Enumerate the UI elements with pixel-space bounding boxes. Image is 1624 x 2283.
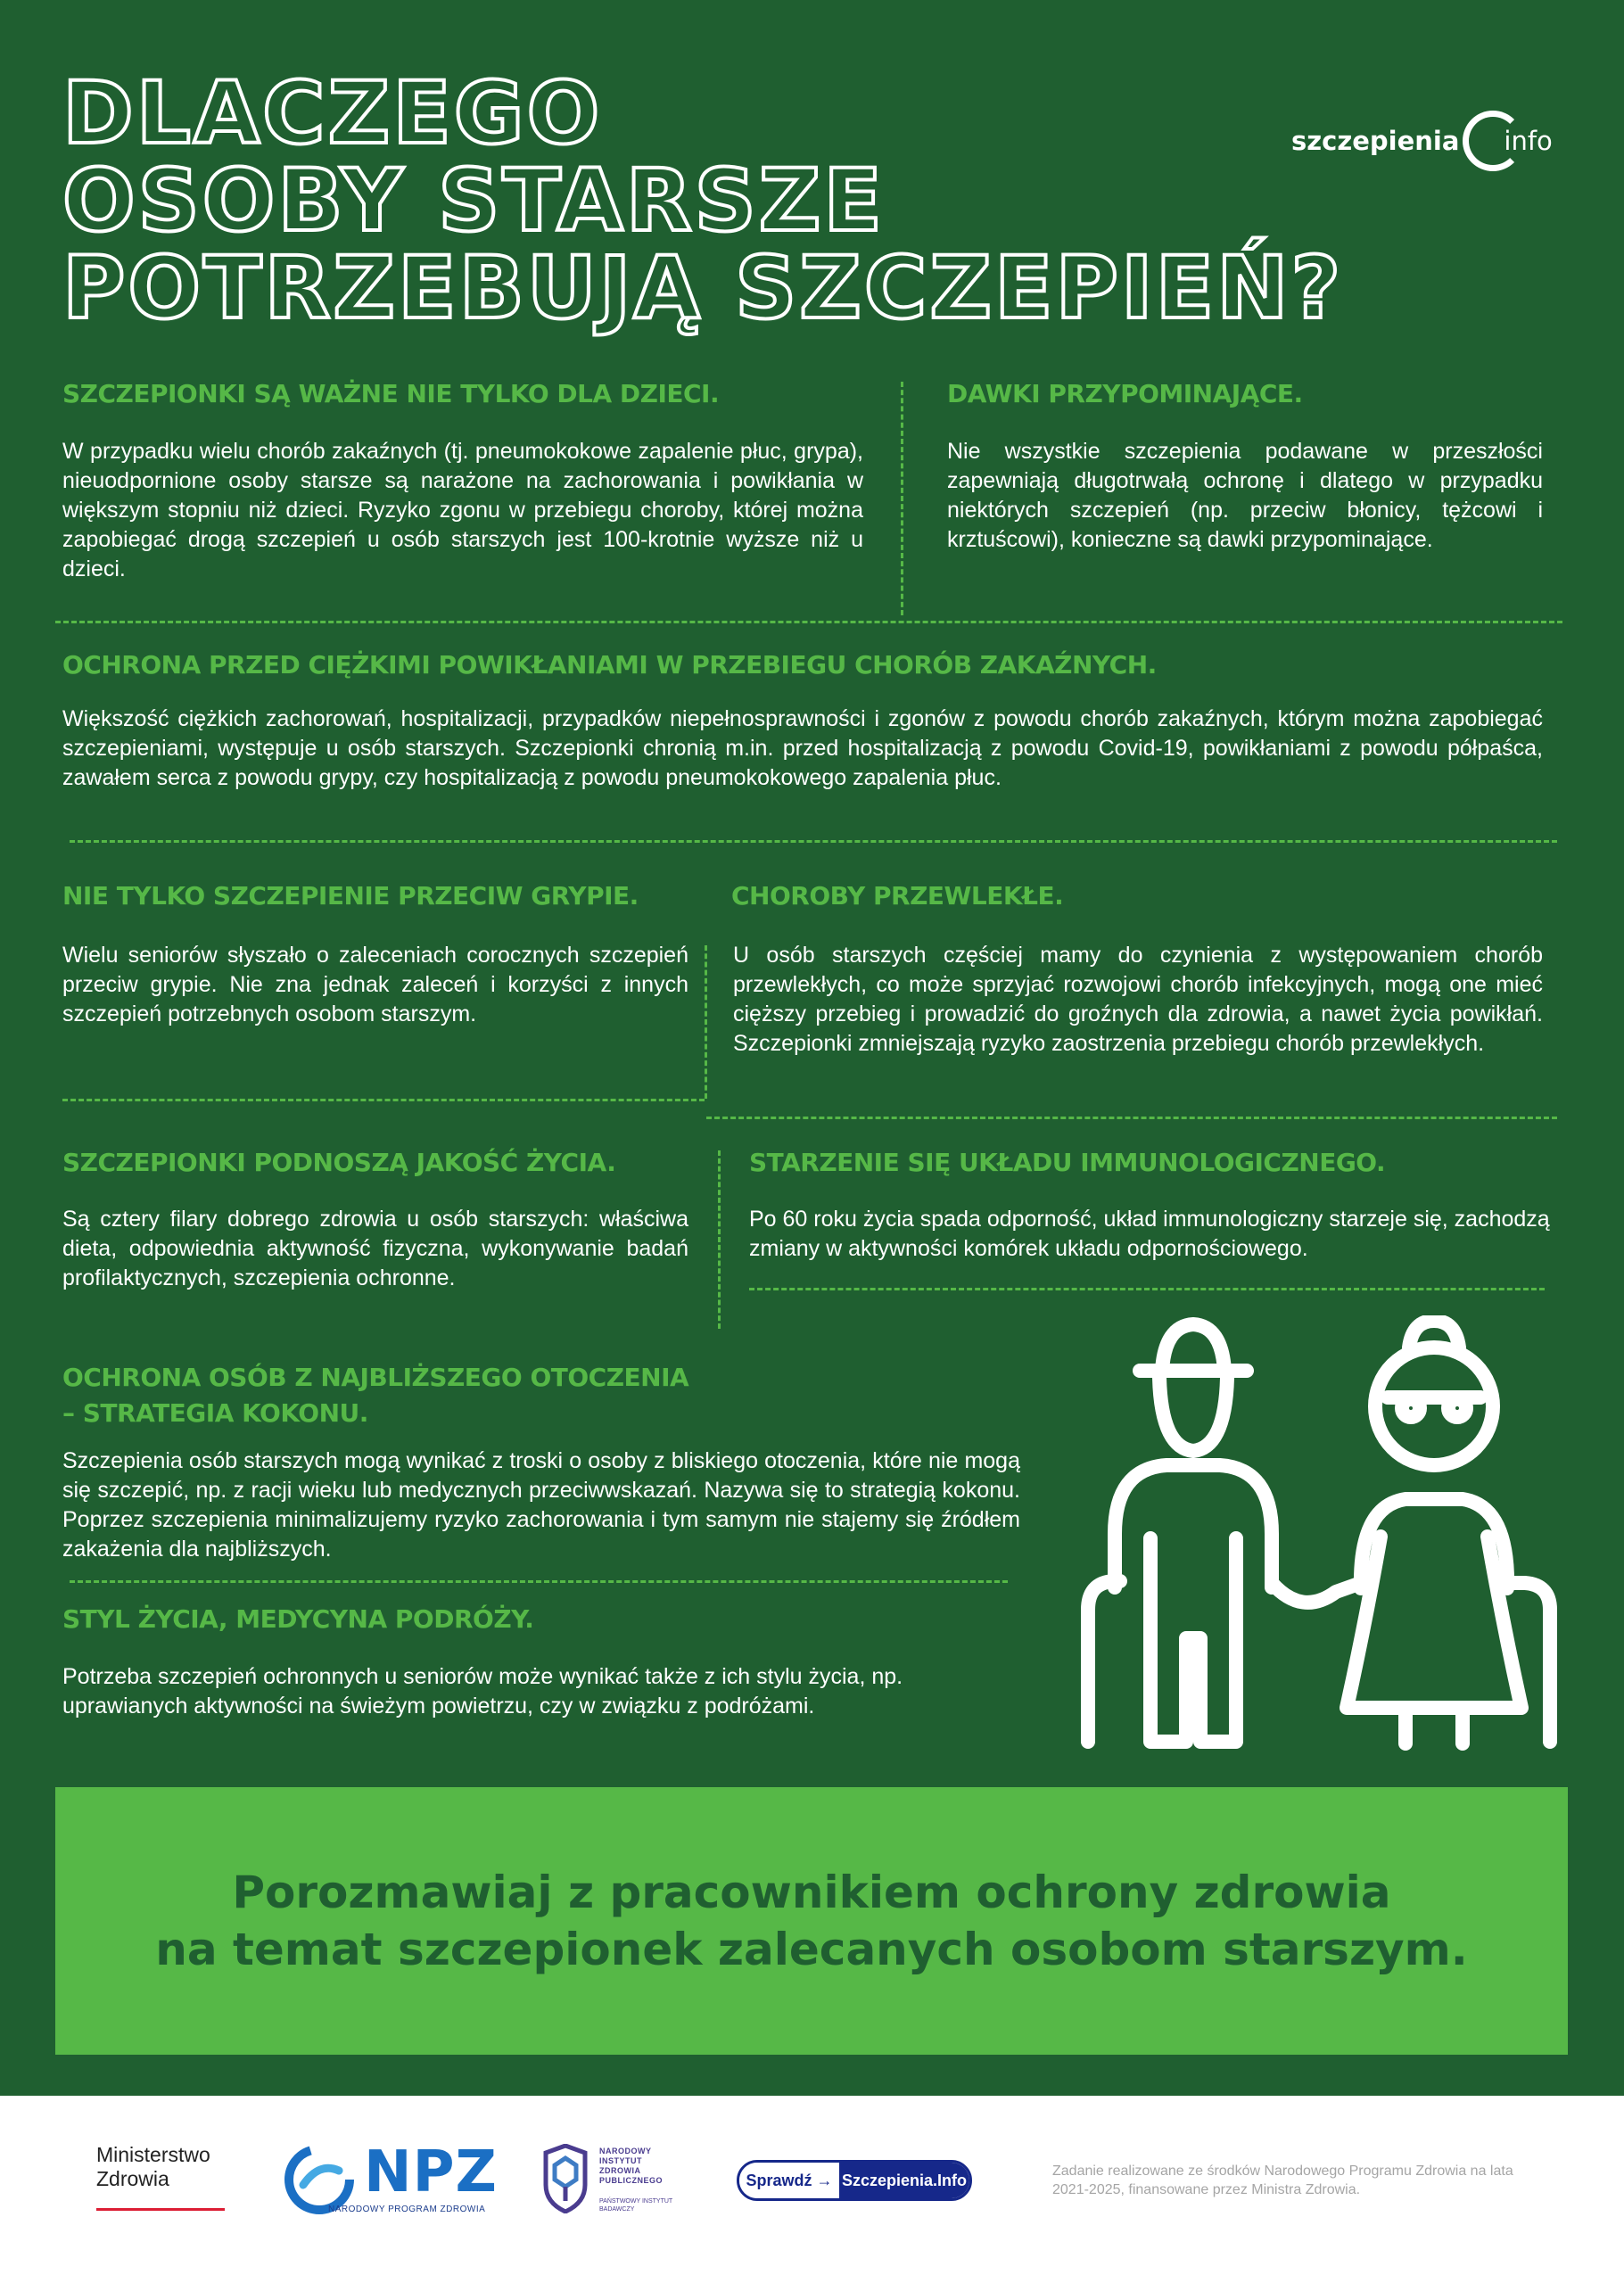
nizp-line: INSTYTUT bbox=[599, 2156, 642, 2165]
nizp-line: PUBLICZNEGO bbox=[599, 2176, 664, 2185]
sprawdz-site: Szczepienia.Info bbox=[839, 2163, 969, 2198]
section-body: Szczepienia osób starszych mogą wynikać z troski o osoby z bliskiego otoczenia, które nie mogą się szczepić, np. z racji wieku lub medycznych przeciwwskazań. Nazywa się to strategią kokonu. Poprzez szczepienia minimalizujemy ryzyko zachorowania i tym samym nie stajemy się źródłem zakażenia dla najbliższych. bbox=[62, 1448, 1020, 1562]
section-body: Po 60 roku życia spada odporność, układ immunologiczny starzeje się, zachodzą zmiany w aktywności komórek układu odpornościowego. bbox=[749, 1207, 1550, 1261]
call-to-action-text bbox=[155, 1864, 1467, 1978]
brand-name: szczepienia bbox=[1291, 126, 1460, 156]
npz-subtitle: NARODOWY PROGRAM ZDROWIA bbox=[328, 2205, 486, 2214]
divider-horizontal bbox=[749, 1288, 1545, 1290]
elderly-couple-icon bbox=[1068, 1315, 1568, 1766]
cta-line: Porozmawiaj z pracownikiem ochrony zdrowia bbox=[232, 1867, 1391, 1918]
section-heading bbox=[62, 1360, 865, 1431]
section-heading: SZCZEPIONKI PODNOSZĄ JAKOŚĆ ŻYCIA. bbox=[62, 1148, 616, 1177]
section-heading-line: – STRATEGIA KOKONU. bbox=[62, 1398, 368, 1428]
section-heading: NIE TYLKO SZCZEPIENIE PRZECIW GRYPIE. bbox=[62, 881, 639, 911]
page-title bbox=[62, 63, 1344, 338]
flag-bar bbox=[96, 2205, 225, 2211]
title-line: OSOBY STARSZE bbox=[62, 151, 885, 251]
nizp-sub-line: BADAWCZY bbox=[599, 2206, 635, 2213]
section-heading: OCHRONA PRZED CIĘŻKIMI POWIKŁANIAMI W PRZEBIEGU CHORÓB ZAKAŹNYCH. bbox=[62, 650, 1157, 680]
section-body: Większość ciężkich zachorowań, hospitalizacji, przypadków niepełnosprawności i zgonów z powodu chorób zakaźnych, którym można zapobiegać szczepieniami, występuje u osób starszych. Szczepionki chronią m.in. przed hospitalizacją z powodu Covid-19, powikłaniami z powodu półpaśca, zawałem serca z powodu grypy, czy hospitalizacją z powodu pneumokokowego zapalenia płuc. bbox=[62, 706, 1543, 790]
cta-line: na temat szczepionek zalecanych osobom starszym. bbox=[155, 1924, 1468, 1975]
divider-vertical bbox=[718, 1150, 721, 1329]
ministry-logo bbox=[96, 2143, 210, 2191]
section-heading: CHOROBY PRZEWLEKŁE. bbox=[731, 881, 1064, 911]
nizp-subtitle bbox=[599, 2197, 672, 2213]
section-heading: STYL ŻYCIA, MEDYCYNA PODRÓŻY. bbox=[62, 1604, 534, 1634]
sprawdz-link-button[interactable] bbox=[737, 2160, 972, 2201]
nizp-line: NARODOWY bbox=[599, 2147, 652, 2155]
section-body: Wielu seniorów słyszało o zaleceniach corocznych szczepień przeciw grypie. Nie zna jednak zaleceń i korzyści z innych szczepień potrzebnych osobom starszym. bbox=[62, 943, 688, 1026]
section-heading-line: OCHRONA OSÓB Z NAJBLIŻSZEGO OTOCZENIA bbox=[62, 1363, 689, 1392]
ministry-name-line: Zdrowia bbox=[96, 2167, 169, 2190]
title-line: DLACZEGO bbox=[62, 63, 603, 163]
divider-horizontal bbox=[706, 1117, 1557, 1119]
section-body: W przypadku wielu chorób zakaźnych (tj. pneumokokowe zapalenie płuc, grypa), nieuodpornione osoby starsze są narażone na zachorowania i powikłania w większym stopniu niż dzieci. Ryzyko zgonu w przebiegu choroby, której można zapobiegać drogą szczepień u osób starszych jest 100-krotnie wyższe niż u dzieci. bbox=[62, 439, 863, 581]
ministry-name-line: Ministerstwo bbox=[96, 2143, 210, 2166]
section-heading: SZCZEPIONKI SĄ WAŻNE NIE TYLKO DLA DZIECI. bbox=[62, 379, 720, 408]
section-heading: DAWKI PRZYPOMINAJĄCE. bbox=[947, 379, 1303, 408]
brand-logo bbox=[1291, 105, 1553, 177]
funding-note: Zadanie realizowane ze środków Narodowego Programu Zdrowia na lata 2021-2025, finansowane przez Ministra Zdrowia. bbox=[1052, 2163, 1513, 2197]
nizp-line: ZDROWIA bbox=[599, 2166, 641, 2175]
section-body: Nie wszystkie szczepienia podawane w przeszłości zapewniają długotrwałą ochronę i dlatego w przypadku niektórych szczepień (np. przeciw błonicy, tężcowi i krztuścowi), konieczne są dawki przypominające. bbox=[947, 439, 1543, 552]
section-body: Potrzeba szczepień ochronnych u seniorów może wynikać także z ich stylu życia, np. uprawianych aktywności na świeżym powietrzu, czy w związku z podróżami. bbox=[62, 1664, 903, 1718]
divider-vertical bbox=[705, 945, 707, 1099]
call-to-action-banner bbox=[55, 1787, 1568, 2055]
divider-horizontal bbox=[70, 840, 1557, 843]
title-line: POTRZEBUJĄ SZCZEPIEŃ? bbox=[62, 238, 1344, 338]
brand-ring-icon bbox=[1463, 111, 1523, 171]
section-body: U osób starszych częściej mamy do czynienia z występowaniem chorób przewlekłych, co może sprzyjać rozwojowi chorób infekcyjnych, mogą one mieć cięższy przebieg i prowadzić do groźnych dla zdrowia, a nawet życia powikłań. Szczepionki zmniejszają ryzyko zaostrzenia przebiegu chorób przewlekłych. bbox=[733, 943, 1543, 1056]
section-body: Są cztery filary dobrego zdrowia u osób starszych: właściwa dieta, odpowiednia aktywność fizyczna, wykonywanie badań profilaktycznych, szczepienia ochronne. bbox=[62, 1207, 688, 1290]
section-heading: STARZENIE SIĘ UKŁADU IMMUNOLOGICZNEGO. bbox=[749, 1148, 1386, 1177]
divider-horizontal bbox=[62, 1099, 705, 1101]
brand-suffix: info bbox=[1504, 126, 1553, 156]
sprawdz-label: Sprawdź → bbox=[739, 2163, 839, 2198]
divider-horizontal bbox=[55, 621, 1562, 623]
nizp-logo-text bbox=[599, 2147, 663, 2186]
nizp-sub-line: PAŃSTWOWY INSTYTUT bbox=[599, 2198, 673, 2205]
nizp-emblem-icon bbox=[539, 2144, 592, 2213]
divider-horizontal bbox=[70, 1580, 1008, 1583]
npz-logo: NPZ bbox=[364, 2139, 498, 2205]
divider-vertical bbox=[901, 382, 903, 615]
